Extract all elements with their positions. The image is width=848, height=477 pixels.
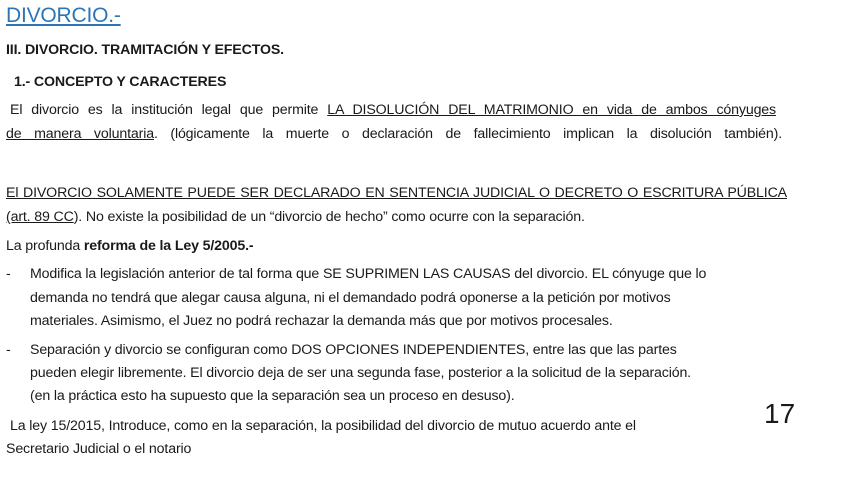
ley2015-line1: La ley 15/2015, Introduce, como en la separación, la posibilidad del divorcio de mutuo acuerdo ante el: [10, 418, 636, 434]
bullet1-line2: demanda no tendrá que alegar causa alguna, ni el demandado podrá oponerse a la petición por motivos: [30, 290, 671, 306]
bullet1-line3: materiales. Asimismo, el Juez no podrá rechazar la demanda más que por motivos procesales.: [30, 313, 613, 329]
subheading: 1.- CONCEPTO Y CARACTERES: [14, 74, 227, 90]
page-number: 17: [764, 398, 796, 429]
bullet2-line1: Separación y divorcio se configuran como DOS OPCIONES INDEPENDIENTES, entre las que las partes: [30, 342, 677, 358]
reforma-line: [6, 238, 253, 254]
para1-text: El divorcio es la institución legal que permite: [10, 102, 328, 118]
section-heading: III. DIVORCIO. TRAMITACIÓN Y EFECTOS.: [6, 42, 284, 58]
para1-text-2: . (lógicamente la muerte o declaración de fallecimiento implican la disolución también).: [153, 126, 782, 142]
para1-underlined: LA DISOLUCIÓN DEL MATRIMONIO en vida de ambos cónyuges: [327, 102, 776, 118]
bullet2-line2: pueden elegir libremente. El divorcio deja de ser una segunda fase, posterior a la solicitud de la separación.: [30, 365, 691, 381]
reforma-law: reforma de la Ley 5/2005.-: [83, 238, 254, 254]
para1-underlined-2: de manera voluntaria: [6, 126, 154, 142]
bullet2-marker: -: [6, 342, 11, 358]
bullet2-line3: (en la práctica esto ha supuesto que la separación sea un proceso en desuso).: [30, 388, 515, 404]
para1-line1: [10, 102, 776, 118]
para2-line2: [6, 209, 585, 225]
slide-title[interactable]: DIVORCIO.-: [6, 4, 121, 27]
para2-text: ). No existe la posibilidad de un “divorcio de hecho” como ocurre con la separación.: [73, 209, 585, 225]
para2-underlined: El DIVORCIO SOLAMENTE PUEDE SER DECLARADO EN SENTENCIA JUDICIAL O DECRETO O ESCRITURA PÚBLICA: [6, 185, 787, 201]
bullet1-marker: -: [6, 266, 11, 282]
ley2015-line2: Secretario Judicial o el notario: [6, 441, 192, 457]
bullet1-line1: Modifica la legislación anterior de tal forma que SE SUPRIMEN LAS CAUSAS del divorcio. EL cónyuge que lo: [30, 266, 707, 282]
para1-line2: [6, 126, 782, 142]
para2-line1: [6, 185, 787, 201]
reforma-text: La profunda: [6, 238, 84, 254]
para2-article-ref: (art. 89 CC: [6, 209, 74, 225]
